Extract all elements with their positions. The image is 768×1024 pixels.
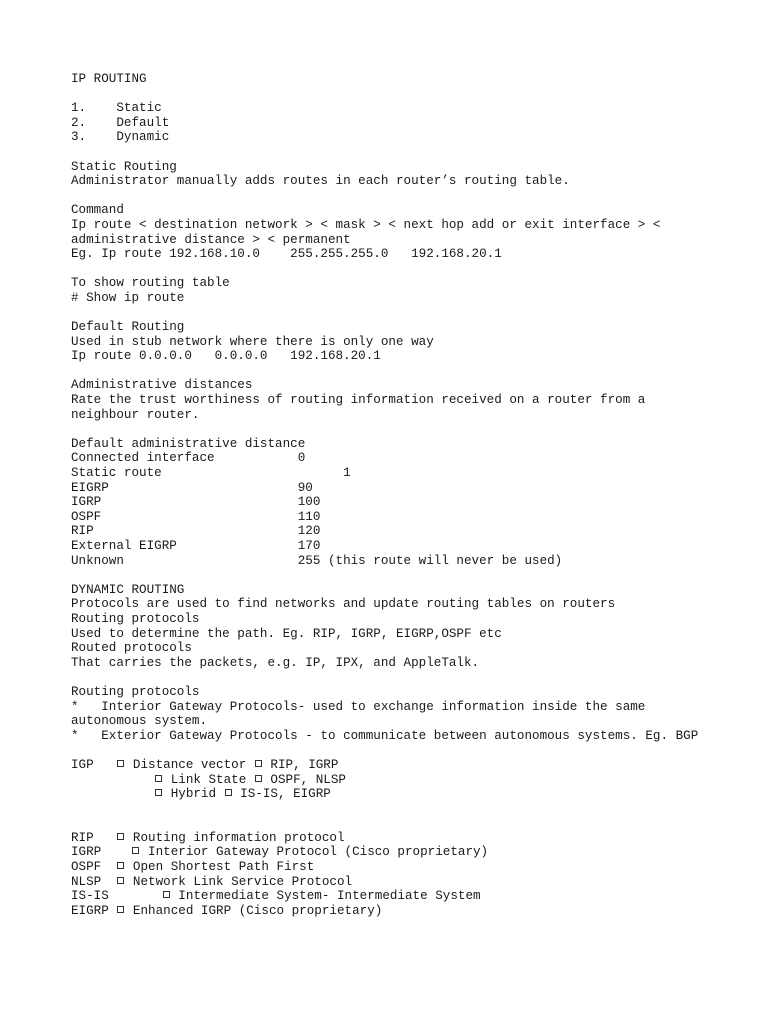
static-routing-desc: Administrator manually adds routes in each router’s routing table.: [71, 174, 570, 189]
command-syntax-line: administrative distance > < permanent: [71, 232, 351, 247]
dynamic-routing-text: Used to determine the path. Eg. RIP, IGRP, EIGRP,OSPF etc: [71, 626, 502, 641]
admin-table-row: Unknown 255 (this route will never be used): [71, 553, 563, 568]
arrow-box-icon: [163, 891, 170, 898]
list-item: 1. Static: [71, 101, 162, 116]
dynamic-routing-heading: DYNAMIC ROUTING: [71, 582, 185, 597]
admin-table-row: Static route 1: [71, 466, 351, 481]
arrow-box-icon: [255, 760, 262, 767]
admin-table-row: OSPF 110: [71, 509, 321, 524]
admin-distance-desc: neighbour router.: [71, 407, 200, 422]
arrow-box-icon: [117, 760, 124, 767]
igp-row-distance-vector: [71, 758, 751, 773]
list-item: 3. Dynamic: [71, 130, 170, 145]
arrow-box-icon: [117, 877, 124, 884]
admin-table-row: IGRP 100: [71, 495, 321, 510]
abbrev-key: IGRP: [71, 845, 132, 860]
default-routing-heading: Default Routing: [71, 320, 185, 335]
admin-distance-heading: Administrative distances: [71, 378, 253, 393]
bullet-item-continuation: autonomous system.: [71, 714, 208, 729]
igp-protocols: OSPF, NLSP: [262, 772, 346, 787]
abbrev-value: Enhanced IGRP (Cisco proprietary): [125, 903, 383, 918]
dynamic-routing-text: Protocols are used to find networks and update routing tables on routers: [71, 597, 616, 612]
igp-type: Distance vector: [125, 757, 254, 772]
show-table-label: To show routing table: [71, 276, 230, 291]
abbrev-key: RIP: [71, 830, 117, 845]
arrow-box-icon: [225, 789, 232, 796]
abbrev-key: EIGRP: [71, 903, 117, 918]
igp-row-link-state: [71, 773, 751, 788]
dynamic-routing-text: Routed protocols: [71, 641, 192, 656]
abbrev-key: OSPF: [71, 860, 117, 875]
admin-table-row: RIP 120: [71, 524, 321, 539]
admin-table-row: Connected interface 0: [71, 451, 306, 466]
list-item: 2. Default: [71, 115, 170, 130]
dynamic-routing-text: Routing protocols: [71, 611, 200, 626]
admin-table-heading: Default administrative distance: [71, 436, 306, 451]
page-title: IP ROUTING: [71, 72, 147, 86]
command-syntax-line: Ip route < destination network > < mask > < next hop add or exit interface > <: [71, 217, 661, 232]
igp-protocols: IS-IS, EIGRP: [232, 787, 331, 802]
indent: [71, 773, 154, 787]
admin-table-row: External EIGRP 170: [71, 539, 321, 553]
abbrev-key: IS-IS: [71, 889, 162, 904]
arrow-box-icon: [117, 833, 124, 840]
abbrev-row: [71, 889, 751, 904]
abbrev-value: Intermediate System- Intermediate System: [170, 889, 481, 904]
abbrev-row: [71, 860, 751, 875]
igp-label: IGP: [71, 757, 117, 772]
default-routing-desc: Used in stub network where there is only one way: [71, 334, 434, 349]
abbrev-row: [71, 875, 751, 890]
abbrev-row: [71, 831, 751, 846]
admin-table-row: EIGRP 90: [71, 480, 313, 495]
indent: [71, 787, 154, 801]
bullet-item: * Exterior Gateway Protocols - to communicate between autonomous systems. Eg. BGP: [71, 728, 699, 743]
command-label: Command: [71, 203, 124, 218]
abbrev-value: Interior Gateway Protocol (Cisco proprietary): [140, 845, 489, 860]
arrow-box-icon: [132, 847, 139, 854]
show-table-command: # Show ip route: [71, 290, 185, 305]
abbrev-row: [71, 904, 751, 919]
igp-row-hybrid: [71, 787, 751, 802]
command-example: Eg. Ip route 192.168.10.0 255.255.255.0 192.168.20.1: [71, 247, 502, 262]
default-routing-example: Ip route 0.0.0.0 0.0.0.0 192.168.20.1: [71, 349, 381, 364]
arrow-box-icon: [117, 906, 124, 913]
arrow-box-icon: [155, 789, 162, 796]
abbrev-value: Routing information protocol: [125, 830, 345, 845]
arrow-box-icon: [155, 775, 162, 782]
arrow-box-icon: [255, 775, 262, 782]
igp-type: Hybrid: [163, 787, 224, 802]
static-routing-heading: Static Routing: [71, 159, 177, 174]
dynamic-routing-text: That carries the packets, e.g. IP, IPX, and AppleTalk.: [71, 655, 480, 670]
admin-distance-desc: Rate the trust worthiness of routing information received on a router from a: [71, 393, 646, 408]
abbrev-row: [71, 845, 751, 860]
bullet-item: * Interior Gateway Protocols- used to exchange information inside the same: [71, 699, 646, 714]
abbrev-value: Open Shortest Path First: [125, 860, 315, 875]
abbrev-key: NLSP: [71, 874, 117, 889]
document-page: [71, 72, 751, 918]
routing-protocols-heading: Routing protocols: [71, 684, 200, 699]
igp-protocols: RIP, IGRP: [262, 757, 339, 772]
abbrev-value: Network Link Service Protocol: [125, 874, 353, 889]
igp-type: Link State: [163, 772, 254, 787]
arrow-box-icon: [117, 862, 124, 869]
